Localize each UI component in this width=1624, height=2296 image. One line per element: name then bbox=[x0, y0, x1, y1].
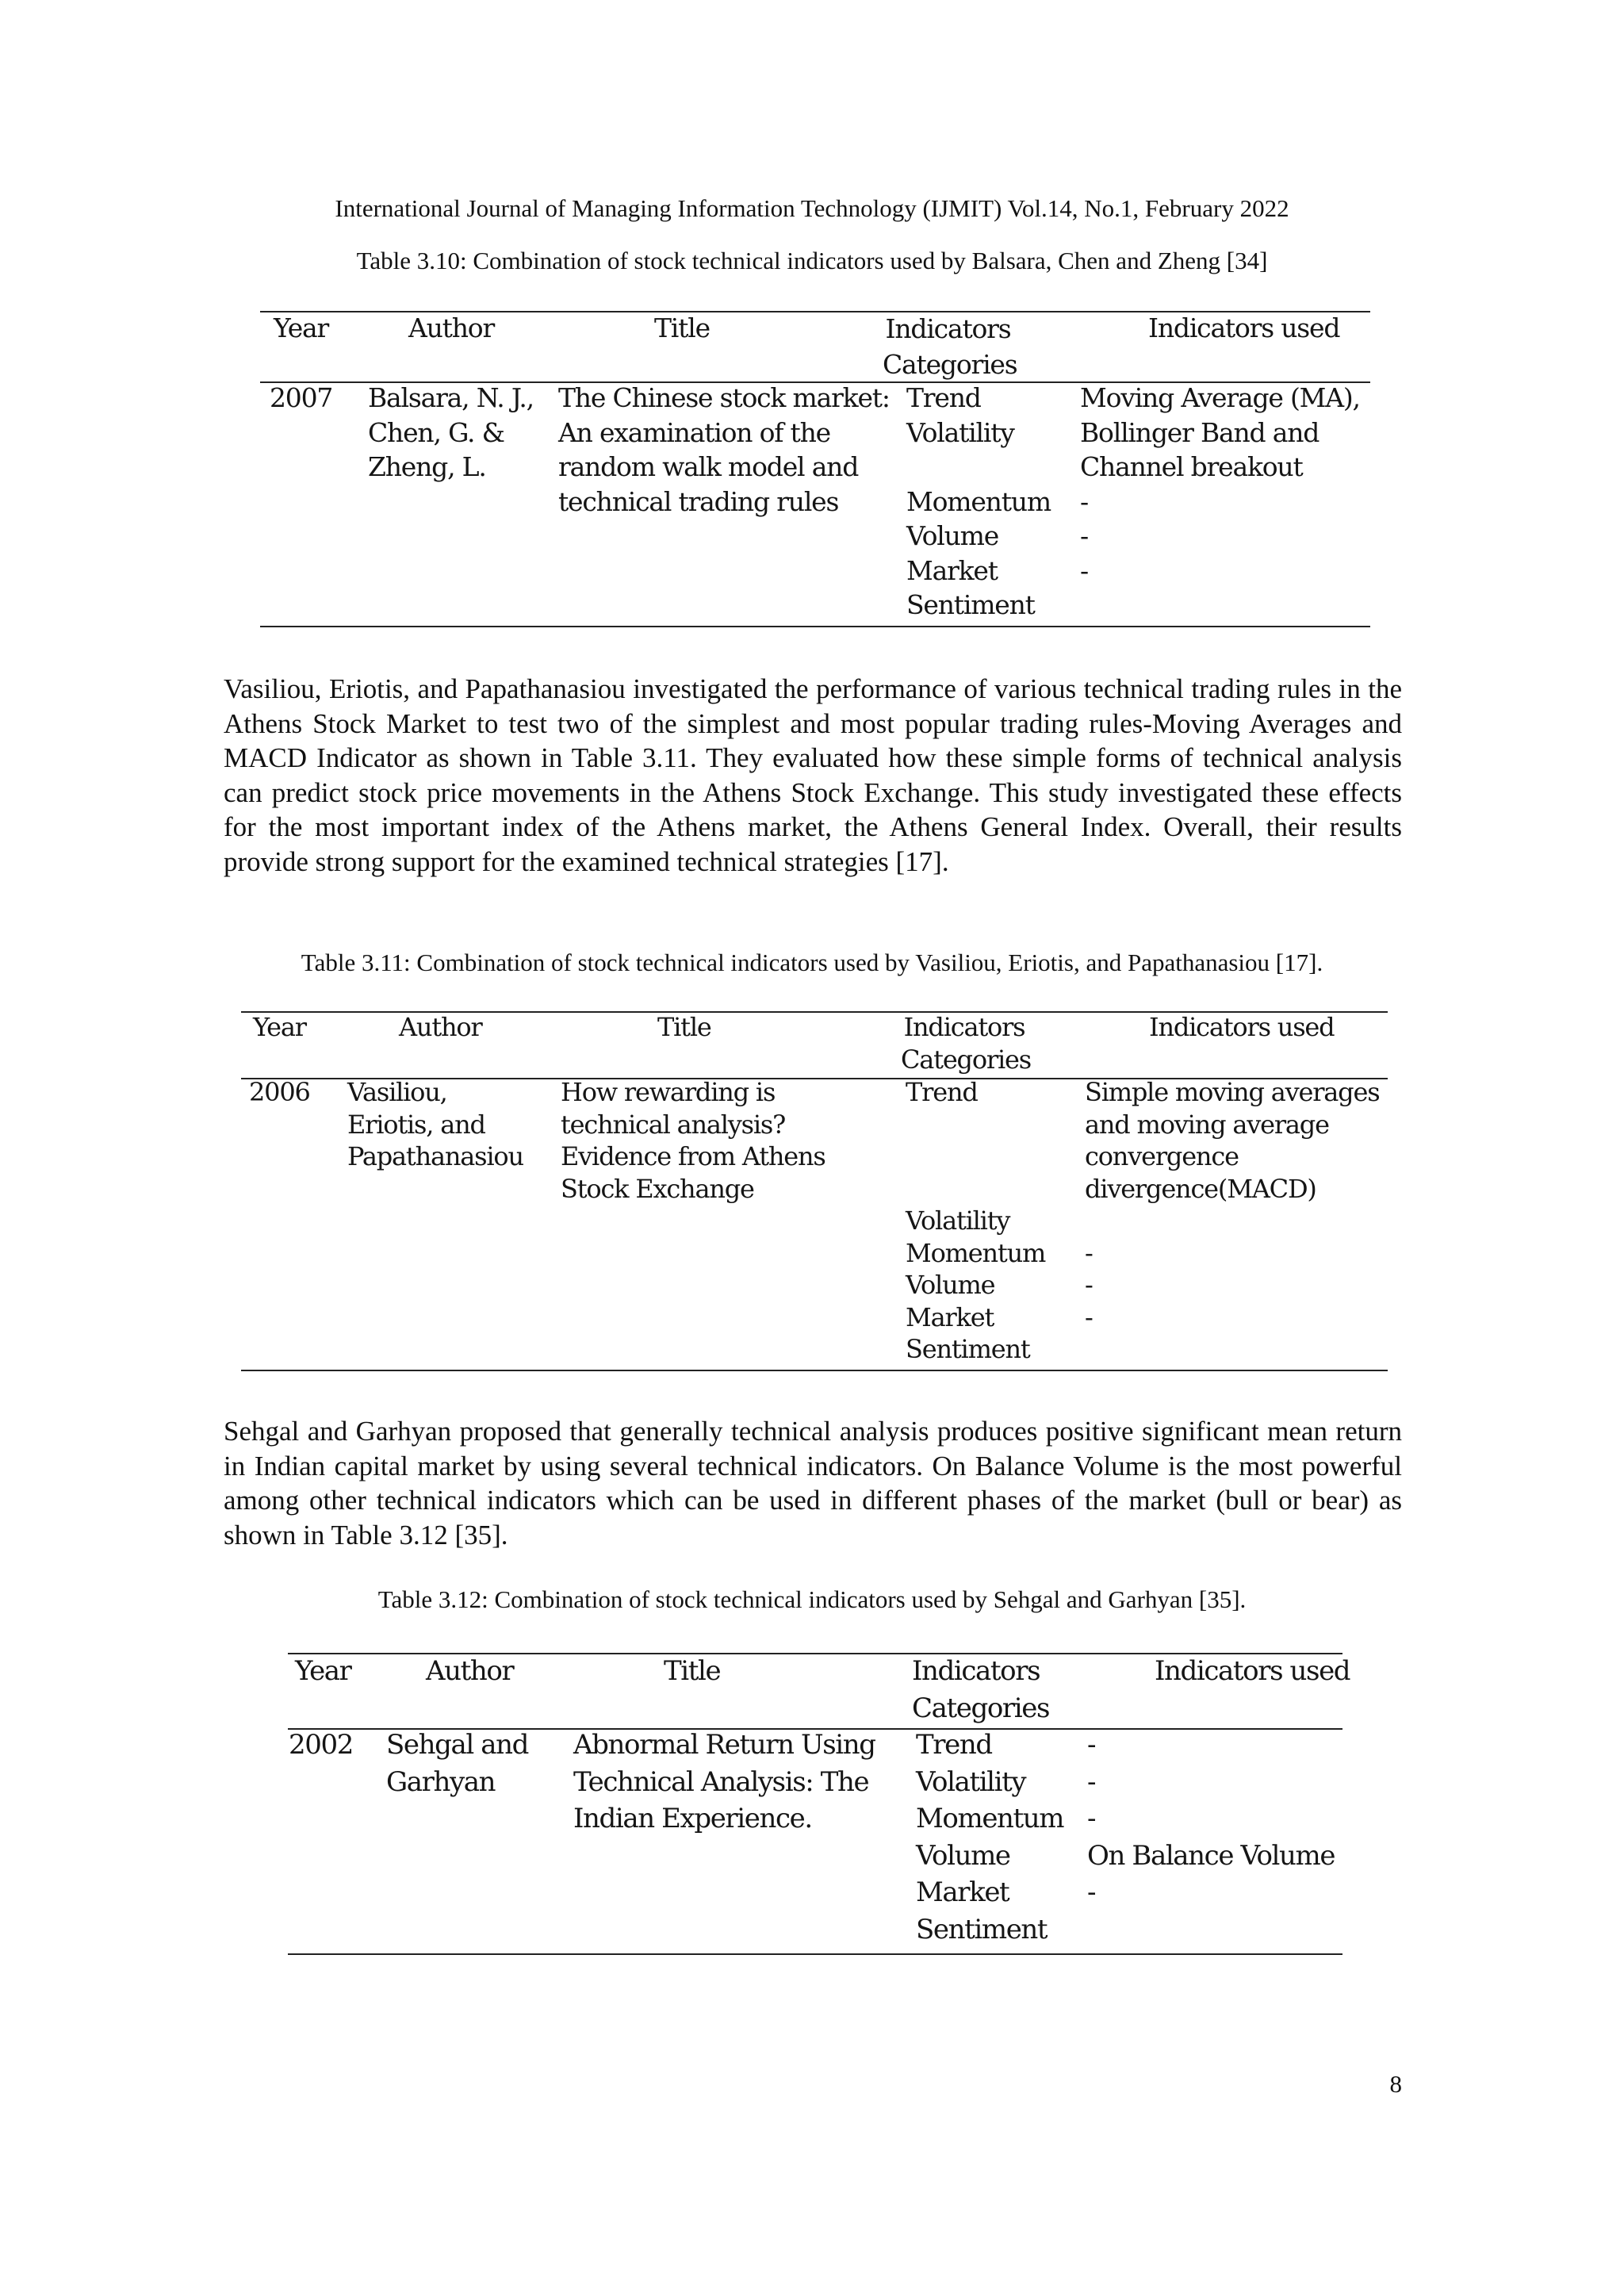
column-header-categories: Indicators Categories bbox=[901, 1012, 1032, 1075]
journal-header: International Journal of Managing Information Technology (IJMIT) Vol.14, No.1, February 2022 bbox=[335, 194, 1289, 222]
column-header-indicators-used: Indicators used bbox=[1148, 312, 1340, 343]
table-bottom-rule bbox=[288, 1953, 1342, 1955]
cell-title: Abnormal Return Using Technical Analysis: The Indian Experience. bbox=[573, 1729, 875, 1834]
column-header-indicators-used: Indicators used bbox=[1155, 1655, 1350, 1687]
cell-year: 2002 bbox=[289, 1729, 353, 1761]
data-table bbox=[288, 1653, 1350, 1956]
cell-year: 2007 bbox=[270, 382, 333, 413]
data-table bbox=[260, 311, 1370, 628]
table-bottom-rule bbox=[260, 626, 1370, 627]
cell-title: The Chinese stock market: An examination of the random walk model and technical trading rules bbox=[558, 382, 890, 517]
column-header-author: Author bbox=[426, 1655, 514, 1687]
page-number: 8 bbox=[1389, 2070, 1402, 2098]
table-bottom-rule bbox=[241, 1370, 1388, 1371]
cell-indicators-used: Simple moving averages and moving average convergence divergence(MACD) - - - bbox=[1085, 1077, 1380, 1332]
data-table bbox=[241, 1011, 1388, 1372]
column-header-title: Title bbox=[657, 1012, 711, 1042]
table-caption: Table 3.12: Combination of stock technical indicators used by Sehgal and Garhyan [35]. bbox=[377, 1585, 1247, 1613]
cell-author: Sehgal and Garhyan bbox=[386, 1729, 528, 1798]
cell-categories: Trend Volatility Momentum Volume Market Sentiment bbox=[916, 1729, 1064, 1945]
column-header-author: Author bbox=[408, 312, 495, 343]
column-header-title: Title bbox=[654, 312, 710, 343]
column-header-title: Title bbox=[664, 1655, 721, 1687]
body-paragraph: Sehgal and Garhyan proposed that generally technical analysis produces positive significant mean return in Indian capital market by using several technical indicators. On Balance Volume is the most powerful among other technical indicators which can be used in different phases of the market (bull or bear) as shown in Table 3.12 [35]. bbox=[224, 1416, 1402, 1550]
cell-categories: Trend Volatility Momentum Volume Market Sentiment bbox=[906, 1077, 1046, 1364]
column-header-year: Year bbox=[253, 1012, 306, 1042]
column-header-indicators-used: Indicators used bbox=[1149, 1012, 1335, 1042]
column-header-year: Year bbox=[274, 312, 329, 343]
cell-categories: Trend Volatility Momentum Volume Market Sentiment bbox=[906, 382, 1051, 620]
cell-author: Vasiliou, Eriotis, and Papathanasiou bbox=[347, 1077, 523, 1171]
column-header-year: Year bbox=[295, 1655, 351, 1687]
table-caption: Table 3.10: Combination of stock technical indicators used by Balsara, Chen and Zheng [34] bbox=[356, 247, 1268, 274]
column-header-categories: Indicators Categories bbox=[883, 313, 1017, 380]
table-caption: Table 3.11: Combination of stock technical indicators used by Vasiliou, Eriotis, and Papathanasiou [17]. bbox=[301, 949, 1323, 976]
column-header-categories: Indicators Categories bbox=[912, 1655, 1050, 1724]
cell-author: Balsara, N. J., Chen, G. & Zheng, L. bbox=[368, 382, 534, 482]
body-paragraph: Vasiliou, Eriotis, and Papathanasiou investigated the performance of various technical trading rules in the Athens Stock Market to test two of the simplest and most popular trading rules-Moving Averages and MACD Indicator as shown in Table 3.11. They evaluated how these simple forms of technical analysis can predict stock price movements in the Athens Stock Exchange. This study investigated these effects for the most important index of the Athens market, the Athens General Index. Overall, their results provide strong support for the examined technical strategies [17]. bbox=[224, 673, 1402, 877]
cell-title: How rewarding is technical analysis? Evidence from Athens Stock Exchange bbox=[561, 1077, 825, 1204]
column-header-author: Author bbox=[399, 1012, 482, 1042]
cell-indicators-used: - - - On Balance Volume - bbox=[1087, 1729, 1335, 1908]
cell-year: 2006 bbox=[249, 1077, 310, 1107]
cell-indicators-used: Moving Average (MA), Bollinger Band and Channel breakout - - - bbox=[1080, 382, 1360, 586]
